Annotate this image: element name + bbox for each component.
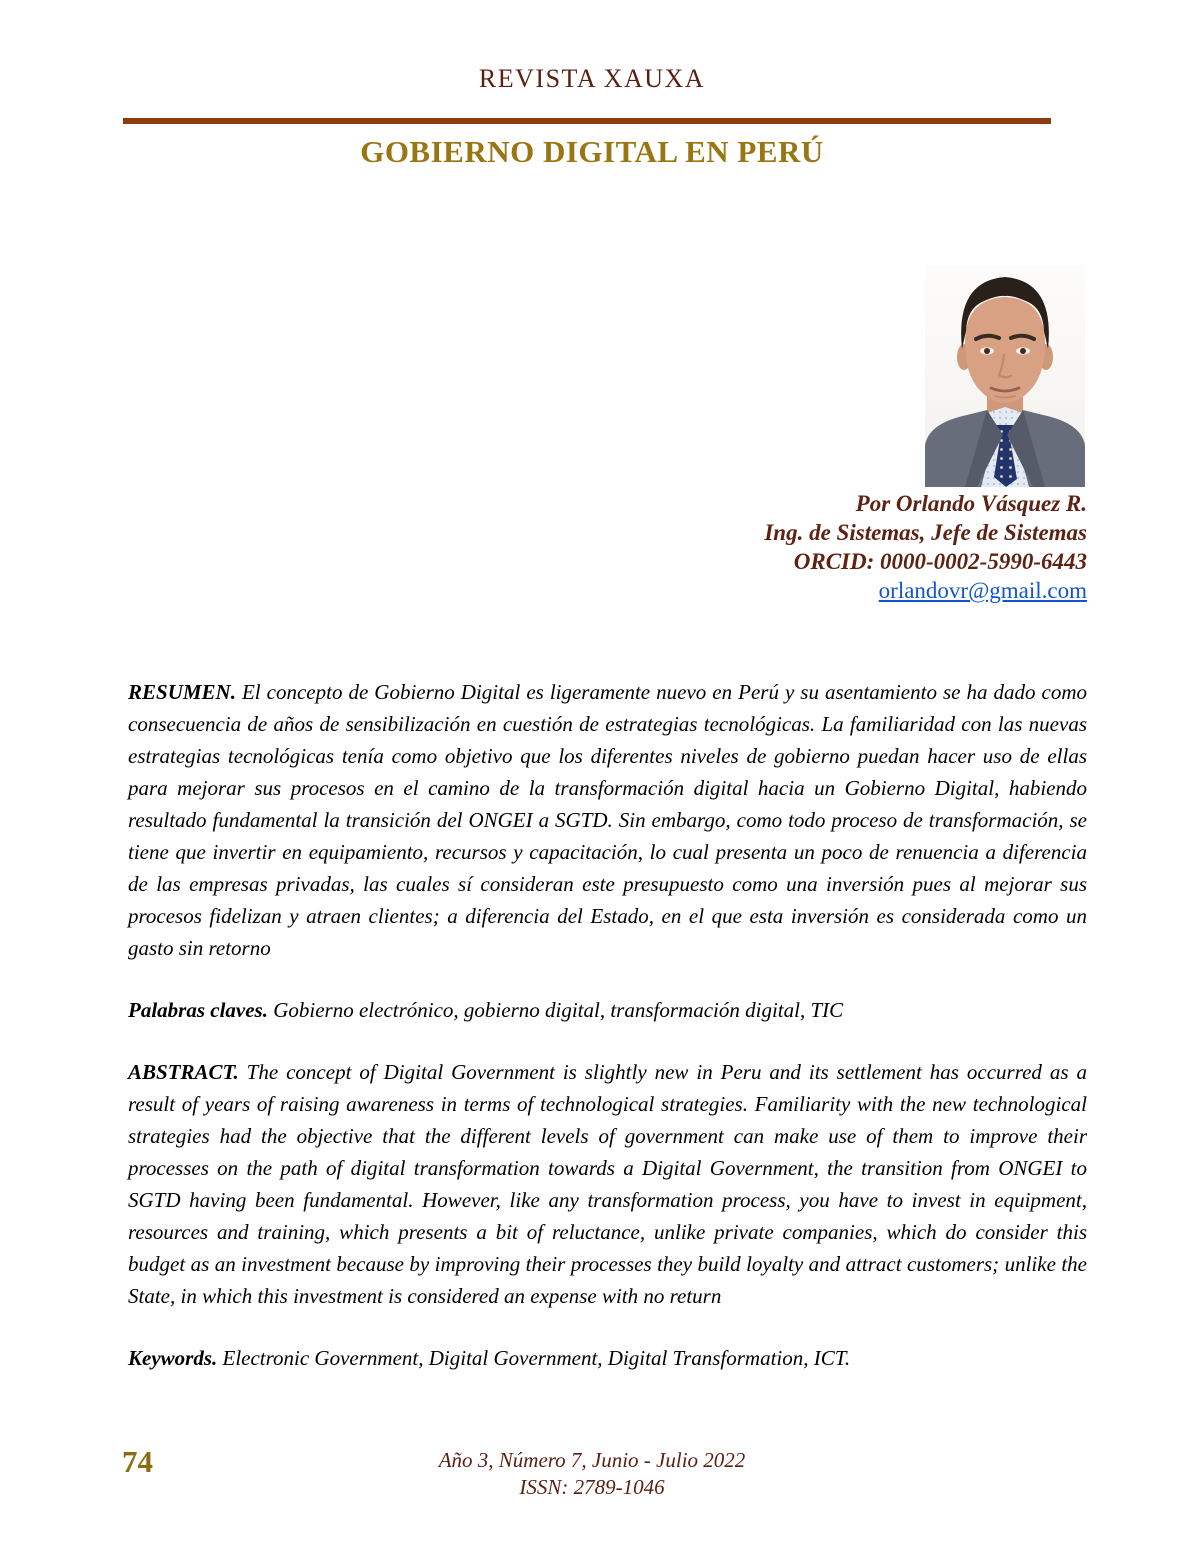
footer-issue-block bbox=[0, 1447, 1184, 1501]
keywords-es-line bbox=[128, 994, 1087, 1026]
abstract-en-text: The concept of Digital Government is slightly new in Peru and its settlement has occurred as a result of years of raising awareness in terms of technological strategies. Familiarity with the new technological strategies had the objective that the different levels of government can make use of them to improve their processes on the path of digital transformation towards a Digital Government, the transition from ONGEI to SGTD having been fundamental. However, like any transformation process, you have to invest in equipment, resources and training, which presents a bit of reluctance, unlike private companies, which do consider this budget as an investment because by improving their processes they build loyalty and attract customers; unlike the State, in which this investment is considered an expense with no return bbox=[128, 1060, 1087, 1308]
abstract-en-label: ABSTRACT. bbox=[128, 1060, 239, 1084]
footer-issue-line: Año 3, Número 7, Junio - Julio 2022 bbox=[438, 1448, 746, 1472]
abstract-es-label: RESUMEN. bbox=[128, 680, 236, 704]
keywords-en-text: Electronic Government, Digital Government, Digital Transformation, ICT. bbox=[222, 1346, 851, 1370]
author-orcid: ORCID: 0000-0002-5990-6443 bbox=[793, 549, 1087, 574]
abstract-en-paragraph bbox=[128, 1056, 1087, 1312]
author-portrait-image bbox=[925, 265, 1085, 487]
header-divider-rule bbox=[123, 118, 1051, 124]
author-byline: Por Orlando Vásquez R. bbox=[855, 491, 1087, 516]
abstract-es-paragraph bbox=[128, 676, 1087, 964]
article-title: GOBIERNO DIGITAL EN PERÚ bbox=[360, 134, 824, 169]
page-number: 74 bbox=[122, 1444, 153, 1479]
author-role: Ing. de Sistemas, Jefe de Sistemas bbox=[764, 520, 1087, 545]
keywords-es-text: Gobierno electrónico, gobierno digital, transformación digital, TIC bbox=[273, 998, 844, 1022]
abstract-es-text: El concepto de Gobierno Digital es ligeramente nuevo en Perú y su asentamiento se ha dado como consecuencia de años de sensibilización en cuestión de estrategias tecnológicas. La familiaridad con las nuevas estrategias tecnológicas tenía como objetivo que los diferentes niveles de gobierno puedan hacer uso de ellas para mejorar sus procesos en el camino de la transformación digital hacia un Gobierno Digital, habiendo resultado fundamental la transición del ONGEI a SGTD. Sin embargo, como todo proceso de transformación, se tiene que invertir en equipamiento, recursos y capacitación, lo cual presenta un poco de renuencia a diferencia de las empresas privadas, las cuales sí consideran este presupuesto como una inversión pues al mejorar sus procesos fidelizan y atraen clientes; a diferencia del Estado, en el que esta inversión es considerada como un gasto sin retorno bbox=[128, 680, 1088, 960]
footer-issn-line: ISSN: 2789-1046 bbox=[519, 1475, 665, 1499]
keywords-en-line bbox=[128, 1342, 1087, 1374]
article-body bbox=[128, 676, 1087, 1404]
author-photo bbox=[925, 265, 1085, 487]
keywords-en-label: Keywords. bbox=[128, 1346, 218, 1370]
author-block bbox=[764, 489, 1087, 605]
author-email-link[interactable]: orlandovr@gmail.com bbox=[878, 578, 1087, 603]
journal-name: REVISTA XAUXA bbox=[478, 64, 706, 93]
keywords-es-label: Palabras claves. bbox=[128, 998, 268, 1022]
